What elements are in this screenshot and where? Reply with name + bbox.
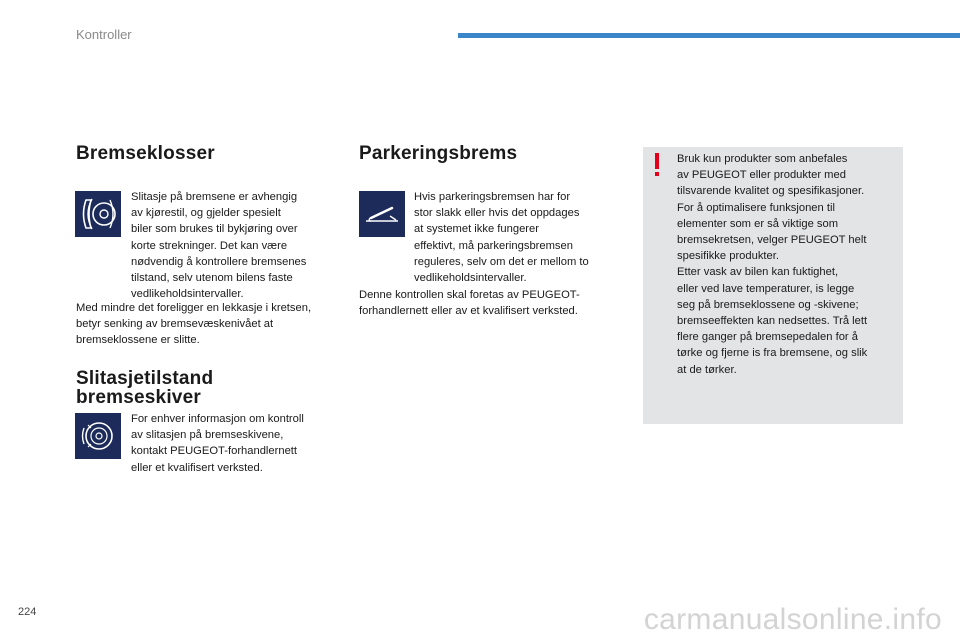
brake-discs-body: For enhver informasjon om kontroll av slitasjen på bremseskivene, kontakt PEUGEOT-forhandlernett eller et kvalifisert verksted.: [131, 413, 304, 474]
parking-brake-heading: Parkeringsbrems: [359, 143, 518, 164]
page-number: 224: [18, 606, 37, 618]
brake-pads-heading: Bremseklosser: [76, 143, 215, 164]
brake-pads-body: Slitasje på bremsene er avhengig av kjørestil, og gjelder spesielt biler som brukes til bykjøring over korte strekninger. Det kan være nødvendig å kontrollere bremsenes tilstand, selv utenom bilens faste vedlikeholdsintervaller.: [131, 191, 307, 301]
exclamation-icon: [652, 152, 662, 178]
brake-disc-icon: [75, 413, 121, 459]
parking-brake-icon: [359, 191, 405, 237]
parking-brake-body: Hvis parkeringsbremsen har for stor slakk eller hvis det oppdages at systemet ikke fungerer effektivt, må parkeringsbremsen reguleres, selv om det er mellom to vedlikeholdsintervaller.: [414, 191, 589, 285]
warning-text: Bruk kun produkter som anbefales av PEUGEOT eller produkter med tilsvarende kvalitet og spesifikasjoner. For å optimalisere funksjonen til elementer som er så viktige som bremsekretsen, velger PEUGEOT helt spesifikke produkter. Etter vask av bilen kan fuktighet, eller ved lave temperaturer, is legge seg på bremseklossene og -skivene; bremseeffekten kan nedsettes. Trå lett flere ganger på bremsepedalen for å tørke og fjerne is fra bremsene, og slik at de tørker.: [677, 153, 868, 376]
brake-discs-heading-line1: Slitasjetilstand: [76, 368, 214, 389]
brake-pads-icon: [75, 191, 121, 237]
parking-brake-note: Denne kontrollen skal foretas av PEUGEOT- forhandlernett eller av et kvalifisert verksted.: [359, 289, 580, 318]
header-accent-bar: [458, 33, 960, 38]
watermark: carmanualsonline.info: [643, 603, 942, 636]
brake-discs-heading-line2: bremseskiver: [76, 387, 201, 408]
section-label: Kontroller: [76, 27, 132, 42]
brake-pads-note: Med mindre det foreligger en lekkasje i kretsen, betyr senking av bremsevæskenivået at bremseklossene er slitte.: [76, 302, 312, 347]
